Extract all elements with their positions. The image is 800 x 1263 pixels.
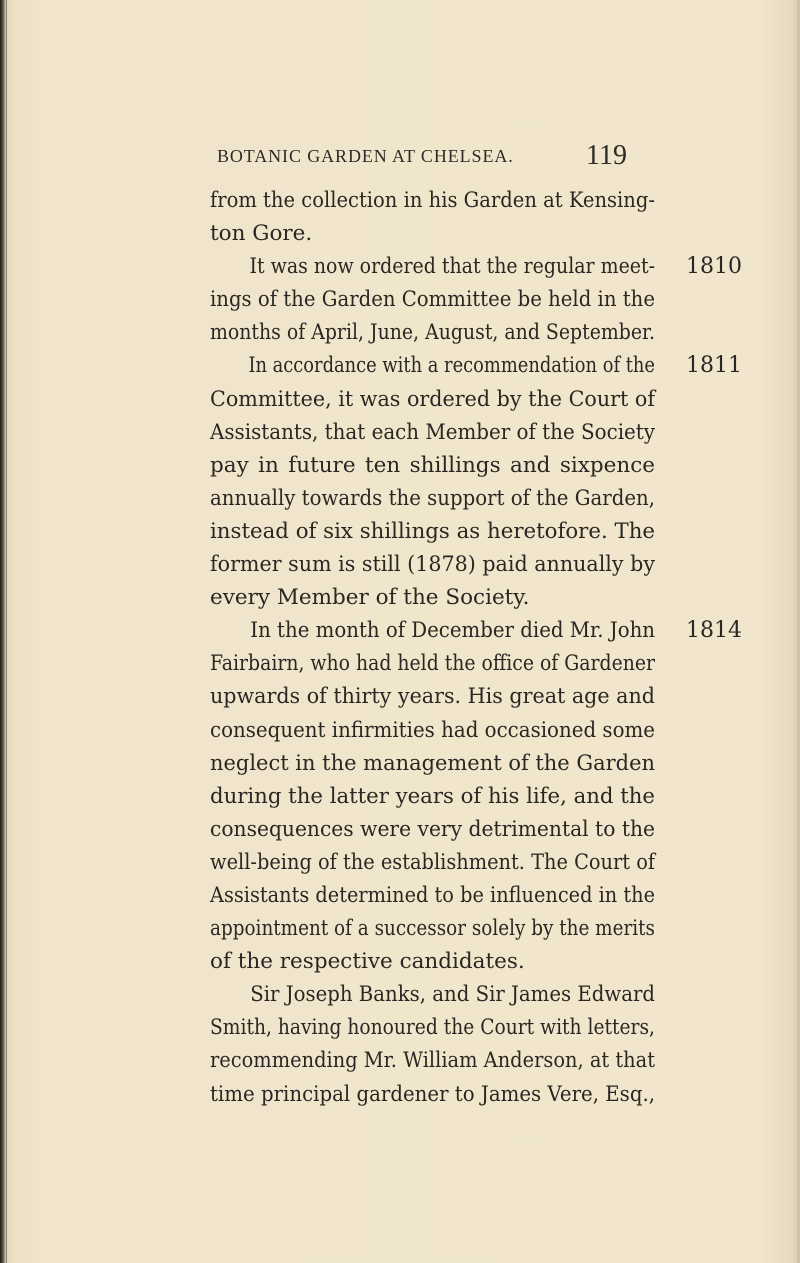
text-line [210, 449, 655, 482]
text-line-content: Assistants determined to be influenced in the [210, 882, 656, 908]
text-line [210, 879, 655, 912]
margin-year: 1811 [686, 353, 742, 379]
text-line [210, 714, 655, 747]
text-line-content: well-being of the establishment. The Court of [210, 849, 656, 875]
text-line [210, 614, 742, 647]
text-line [210, 383, 655, 416]
text-line-content: It was now ordered that the regular meet- [249, 254, 655, 280]
text-line-content: In the month of December died Mr. John [250, 618, 656, 644]
text-line-content: Sir Joseph Banks, and Sir James Edward [250, 982, 656, 1008]
text-line [210, 1044, 655, 1077]
text-line [210, 416, 655, 449]
text-line [210, 647, 655, 680]
text-line-content: instead of six shillings as heretofore. The [210, 518, 656, 544]
text-line-content: former sum is still (1878) paid annually by [210, 552, 656, 578]
text-line-content: from the collection in his Garden at Kensing- [210, 188, 655, 213]
text-line-content: time principal gardener to James Vere, Esq., [210, 1081, 656, 1107]
text-line-content: Smith, having honoured the Court with letters, [210, 1015, 655, 1041]
text-line [210, 1011, 655, 1044]
text-line-content: neglect in the management of the Garden [210, 750, 656, 776]
text-line [210, 780, 655, 813]
margin-year: 1810 [686, 254, 742, 280]
text-line [210, 945, 655, 978]
text-line-content: pay in future ten shillings and sixpence [210, 452, 655, 478]
text-line [210, 316, 655, 349]
text-line-content: recommending Mr. William Anderson, at that [210, 1048, 656, 1074]
text-line-content: every Member of the Society. [210, 585, 530, 611]
text-line [210, 747, 655, 780]
text-line [210, 184, 655, 217]
text-line-content: appointment of a successor solely by the merits [210, 916, 655, 942]
text-line [210, 515, 655, 548]
text-line-content: Fairbairn, who had held the office of Gardener [210, 651, 656, 677]
text-line [210, 283, 655, 316]
text-line [210, 813, 655, 846]
text-line-content: months of April, June, August, and September. [210, 320, 655, 346]
text-line-content: In accordance with a recommendation of the [248, 353, 655, 379]
text-line-content: of the respective candidates. [210, 949, 525, 975]
running-head: BOTANIC GARDEN AT CHELSEA. [217, 146, 514, 166]
text-line [210, 1078, 655, 1111]
text-line [210, 581, 655, 614]
text-line [210, 349, 742, 382]
text-line [210, 846, 655, 879]
text-line-content: upwards of thirty years. His great age and [210, 684, 655, 710]
text-line-content: Assistants, that each Member of the Society [210, 419, 656, 445]
text-line [210, 548, 655, 581]
page-header [217, 140, 627, 170]
text-line [210, 482, 655, 515]
page-number: 119 [586, 140, 627, 171]
text-line [210, 250, 742, 283]
text-line-content: ings of the Garden Committee be held in the [210, 287, 655, 313]
text-line-content: ton Gore. [210, 221, 313, 247]
text-line [210, 978, 655, 1011]
page-edge-line [6, 0, 7, 1263]
text-line [210, 217, 655, 250]
text-line-content: during the latter years of his life, and the [210, 783, 655, 809]
text-line-content: consequences were very detrimental to the [210, 816, 655, 842]
text-line-content: Committee, it was ordered by the Court of [210, 386, 656, 412]
body-text [210, 184, 742, 1111]
margin-year: 1814 [686, 618, 742, 644]
text-line [210, 912, 655, 945]
text-line-content: annually towards the support of the Garden, [210, 485, 655, 511]
text-line [210, 680, 655, 713]
text-line-content: consequent infirmities had occasioned some [210, 717, 656, 743]
